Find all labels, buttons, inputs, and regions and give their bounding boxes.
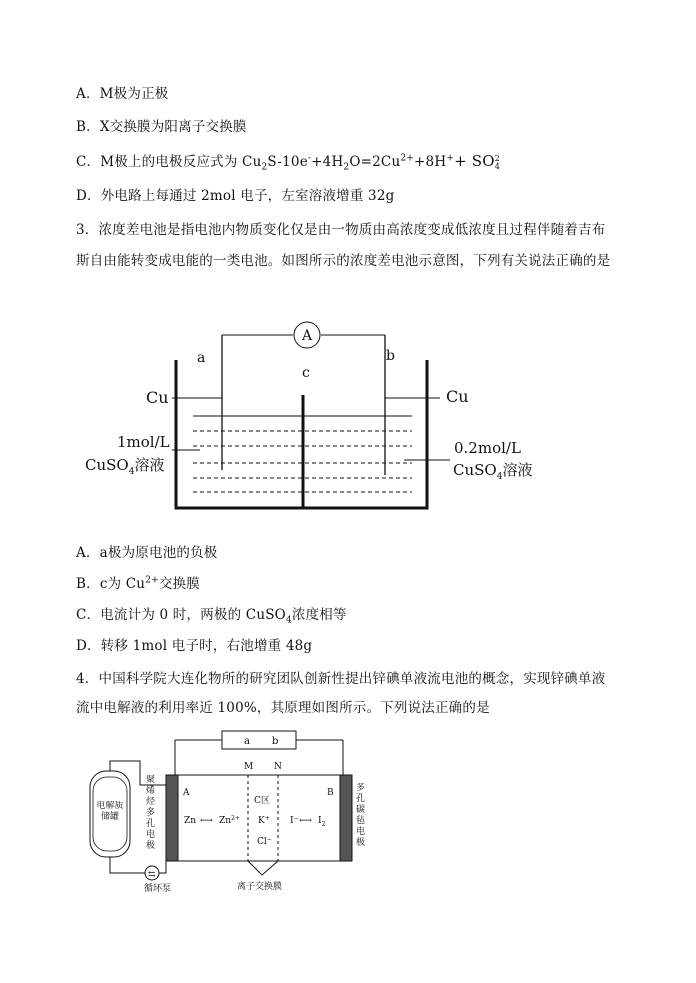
membrane-label: 离子交换膜 bbox=[237, 882, 283, 892]
cu-right-label: Cu bbox=[446, 387, 469, 406]
zn-right: $Zn^{2+}$ bbox=[219, 815, 240, 826]
label-a: a bbox=[244, 736, 250, 747]
label-B: B bbox=[327, 788, 334, 798]
label-b: b bbox=[386, 348, 395, 364]
q2-option-c: C．M极上的电极反应式为 $Cu_2S-10e^-+4H_2O=2Cu^{2+}+8H^++$ SO 2 4 bbox=[76, 152, 501, 173]
cl-ion: Cl− bbox=[257, 836, 272, 847]
q4-flow-battery-diagram bbox=[0, 725, 696, 905]
left-porous-electrode bbox=[166, 775, 178, 861]
right-solution: CuSO$_4$溶液 bbox=[453, 461, 533, 482]
tank-label: 电解质储罐 bbox=[96, 801, 124, 822]
q4-stem-line2: 流中电解液的利用率近 100%，其原理如图所示。下列说法正确的是 bbox=[76, 700, 490, 716]
label-a: a bbox=[197, 350, 206, 366]
right-carbon-electrode bbox=[340, 775, 352, 861]
zn-left: Zn bbox=[184, 816, 197, 826]
label-N: N bbox=[274, 762, 282, 772]
q2-option-b: B．X交换膜为阳离子交换膜 bbox=[76, 119, 247, 135]
label-M: M bbox=[244, 762, 254, 772]
k-ion: K+ bbox=[258, 815, 270, 826]
svg-text:⇆: ⇆ bbox=[148, 870, 156, 880]
left-conc: 1mol/L bbox=[117, 433, 170, 451]
svg-text:⟷: ⟷ bbox=[299, 816, 312, 826]
q3-option-d: D．转移 1mol 电子时，右池增重 48g bbox=[76, 638, 313, 654]
i-ion: I− bbox=[290, 815, 299, 826]
q2-option-a: A．M极为正极 bbox=[76, 86, 169, 102]
q3-stem-line2: 斯自由能转变成电能的一类电池。如图所示的浓度差电池示意图，下列有关说法正确的是 bbox=[76, 253, 611, 269]
ammeter-label: A bbox=[301, 328, 313, 344]
pump-label: 循环泵 bbox=[144, 884, 172, 894]
right-conc: 0.2mol/L bbox=[454, 439, 521, 457]
label-b: b bbox=[272, 736, 279, 747]
left-electrode-label: 聚烯烃多孔电极 bbox=[146, 775, 156, 851]
q4-stem-line1: 4．中国科学院大连化物所的研究团队创新性提出锌碘单液流电池的概念，实现锌碘单液 bbox=[76, 671, 606, 687]
q2-option-d: D．外电路上每通过 2mol 电子，左室溶液增重 32g bbox=[76, 188, 395, 204]
cu-left-label: Cu bbox=[146, 388, 169, 407]
left-solution: CuSO$_4$溶液 bbox=[85, 456, 165, 477]
svg-text:⟷: ⟷ bbox=[200, 816, 213, 826]
q3-stem-line1: 3．浓度差电池是指电池内物质变化仅是由一物质由高浓度变成低浓度且过程伴随着吉布 bbox=[76, 222, 606, 238]
right-electrode-label: 多孔碳毡电极 bbox=[356, 783, 366, 848]
q3-option-c: C．电流计为 0 时，两极的 CuSO$_4$浓度相等 bbox=[76, 607, 347, 626]
load-box bbox=[222, 731, 296, 749]
label-A: A bbox=[183, 788, 190, 798]
c-zone-label: C区 bbox=[254, 796, 270, 806]
q3-option-b: B．c为 $Cu^{2+}$交换膜 bbox=[76, 575, 200, 592]
q3-concentration-cell-diagram bbox=[0, 310, 696, 525]
i2: $I_2$ bbox=[318, 816, 326, 828]
label-c: c bbox=[302, 365, 310, 381]
q3-option-a: A．a极为原电池的负极 bbox=[76, 545, 218, 561]
